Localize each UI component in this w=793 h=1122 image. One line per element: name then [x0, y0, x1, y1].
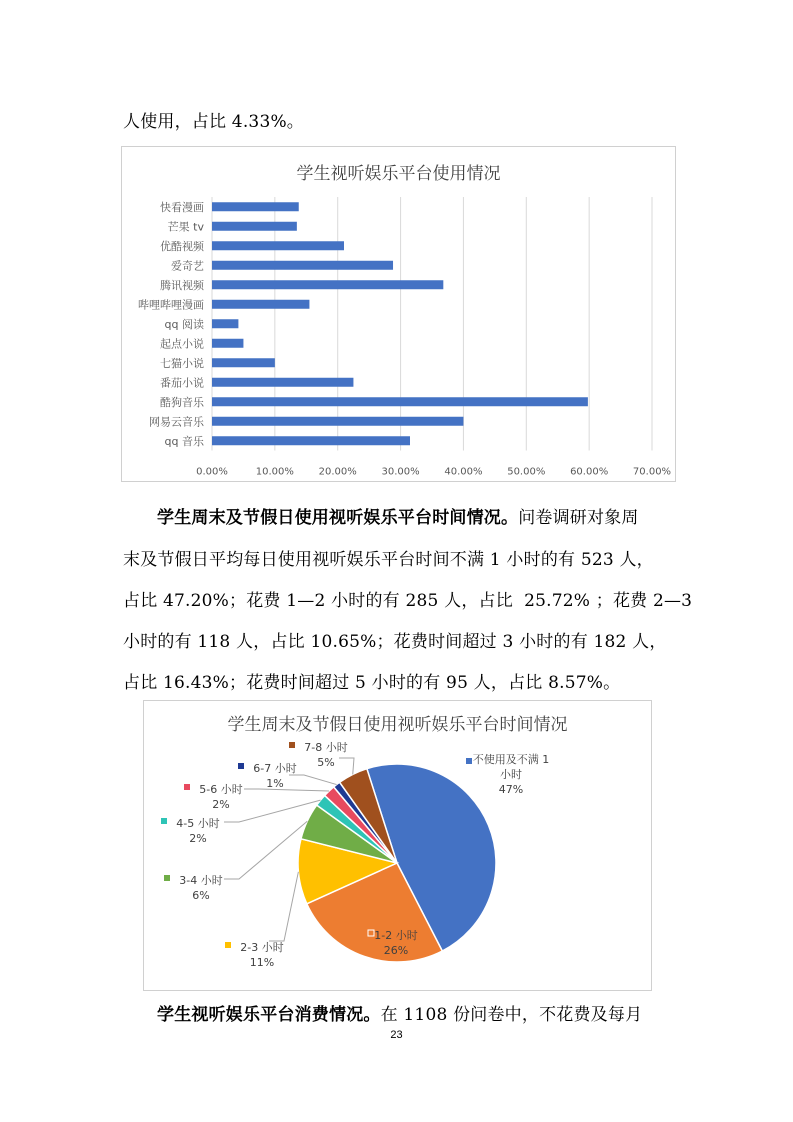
pie-legend-key — [225, 942, 231, 948]
bar-category-label: 网易云音乐 — [149, 415, 204, 429]
pie-chart — [143, 700, 652, 991]
bar — [212, 378, 353, 387]
page-number: 23 — [390, 1029, 403, 1041]
pie-percent-label: 2% — [212, 798, 230, 811]
bar-x-tick-label: 70.00% — [632, 466, 672, 478]
paragraph-1-line-5: 占比 16.43%；花费时间超过 5 小时的有 95 人，占比 8.57%。 — [123, 673, 621, 693]
bar — [212, 397, 588, 406]
pie-leader-line — [224, 821, 307, 879]
bar — [212, 241, 344, 250]
bar-category-label: 番茄小说 — [160, 376, 204, 390]
paragraph-1-line-1-text: 问卷调研对象周 — [518, 508, 639, 528]
pie-leader-line — [339, 758, 354, 774]
bar-x-tick-label: 10.00% — [255, 466, 294, 478]
bar-category-label: 腾讯视频 — [160, 278, 204, 292]
bar — [212, 339, 243, 348]
bar-x-tick-label: 40.00% — [444, 466, 483, 478]
pie-legend-key — [238, 763, 244, 769]
pie-legend-key — [184, 784, 190, 790]
bar — [212, 280, 443, 289]
bar-category-label: 爱奇艺 — [171, 259, 204, 273]
pie-leader-line — [224, 800, 321, 822]
pie-leader-line — [269, 872, 298, 941]
pie-legend-key — [161, 818, 167, 824]
paragraph-1-line-1 — [157, 503, 639, 528]
pie-label: 4-5 小时 — [176, 817, 220, 830]
bar-x-tick-label: 20.00% — [318, 466, 357, 478]
bar — [212, 261, 393, 270]
paragraph-1-line-4: 小时的有 118 人，占比 10.65%；花费时间超过 3 小时的有 182 人， — [123, 632, 667, 652]
bar-x-tick-label: 60.00% — [570, 466, 609, 478]
bar-chart — [121, 146, 676, 482]
pie-leader-line — [244, 789, 329, 791]
pie-label: 5-6 小时 — [199, 783, 243, 796]
pie-percent-label: 47% — [498, 783, 524, 796]
bar-x-tick-label: 50.00% — [507, 466, 546, 478]
bar — [212, 222, 297, 231]
bar-x-tick-label: 30.00% — [381, 466, 420, 478]
bar-chart-plot — [122, 147, 675, 481]
paragraph-1-heading: 学生周末及节假日使用视听娱乐平台时间情况。 — [157, 508, 519, 528]
bar-x-tick-label: 0.00% — [196, 466, 228, 478]
pie-label: 2-3 小时 — [240, 941, 284, 954]
pie-label: 3-4 小时 — [179, 874, 223, 887]
paragraph-2-line-1 — [157, 1000, 642, 1025]
paragraph-2-heading: 学生视听娱乐平台消费情况。 — [157, 1005, 381, 1025]
pie-percent-label: 2% — [189, 832, 207, 845]
bar — [212, 436, 410, 445]
bar-category-label: 哔哩哔哩漫画 — [138, 298, 204, 312]
pie-percent-label: 5% — [317, 756, 335, 769]
bar-category-label: 七猫小说 — [160, 356, 204, 370]
bar-category-label: 快看漫画 — [160, 200, 204, 214]
bar-category-label: 芒果 tv — [167, 220, 204, 234]
pie-label-line2: 小时 — [500, 768, 522, 781]
paragraph-1-line-2: 末及节假日平均每日使用视听娱乐平台时间不满 1 小时的有 523 人， — [123, 550, 654, 570]
top-text-line: 人使用，占比 4.33%。 — [123, 112, 305, 132]
bar-category-label: 起点小说 — [160, 337, 204, 351]
pie-legend-key — [164, 875, 170, 881]
bar-category-label: 酷狗音乐 — [160, 395, 204, 409]
bar — [212, 300, 309, 309]
paragraph-1-line-3: 占比 47.20%；花费 1—2 小时的有 285 人，占比 25.72% ；花费 2—3 — [123, 591, 693, 611]
pie-legend-key — [466, 758, 472, 764]
pie-leader-line — [289, 775, 337, 785]
pie-legend-key — [289, 742, 295, 748]
pie-legend-key — [368, 930, 374, 936]
pie-label: 7-8 小时 — [304, 741, 348, 754]
pie-percent-label: 26% — [383, 944, 409, 957]
pie-percent-label: 1% — [266, 777, 284, 790]
bar-category-label: qq 音乐 — [164, 434, 204, 448]
bar-category-label: 优酷视频 — [160, 239, 204, 253]
pie-percent-label: 11% — [249, 956, 275, 969]
pie-percent-label: 6% — [192, 889, 210, 902]
paragraph-2-text: 在 1108 份问卷中，不花费及每月 — [380, 1005, 643, 1025]
bar-category-label: qq 阅读 — [164, 317, 204, 331]
bar — [212, 358, 275, 367]
pie-label: 不使用及不满 1 — [472, 753, 550, 766]
pie-chart-title: 学生周末及节假日使用视听娱乐平台时间情况 — [227, 715, 568, 735]
bar — [212, 202, 299, 211]
pie-label: 1-2 小时 — [374, 929, 418, 942]
bar — [212, 319, 238, 328]
bar-chart-title: 学生视听娱乐平台使用情况 — [296, 164, 501, 184]
pie-label: 6-7 小时 — [253, 762, 297, 775]
pie-chart-plot — [144, 701, 651, 990]
bar — [212, 417, 463, 426]
